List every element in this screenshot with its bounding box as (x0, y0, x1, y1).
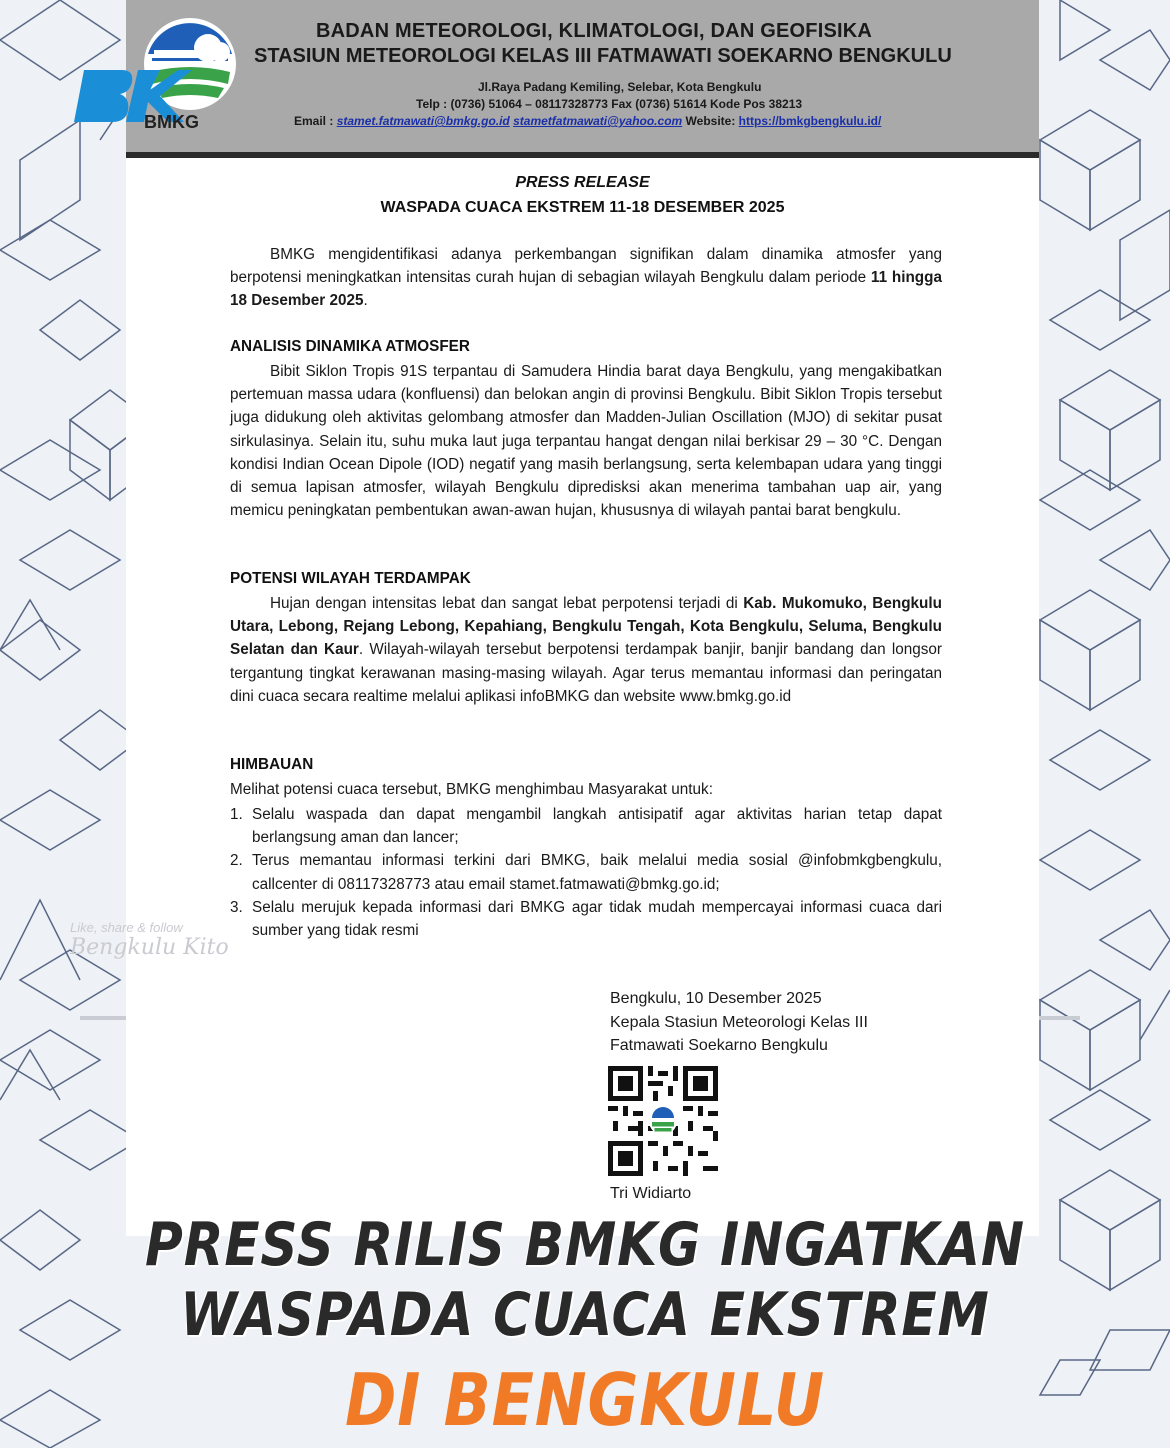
watermark-tagline: Like, share & follow (70, 920, 183, 935)
himbauan-list (230, 803, 942, 942)
signature-position-2: Fatmawati Soekarno Bengkulu (610, 1037, 828, 1054)
phone-line: Telp : (0736) 51064 – 08117328773 Fax (0736) 51614 Kode Pos 38213 (416, 97, 803, 111)
intro-period: 11 hingga 18 Desember 2025 (230, 269, 942, 310)
potensi-regions: Kab. Mukomuko, Bengkulu Utara, Lebong, Rejang Lebong, Kepahiang, Bengkulu Tengah, Kota Bengkulu, Seluma, Bengkulu Selatan dan Kaur (230, 595, 942, 659)
email-label: Email : (294, 114, 334, 128)
list-item: 1. Selalu waspada dan dapat mengambil langkah antisipatif agar aktivitas harian tetap dapat berlangsung aman dan lancer; (230, 806, 942, 847)
list-item: 3. Selalu merujuk kepada informasi dari BMKG agar tidak mudah mempercayai informasi cuaca dari sumber yang tidak resmi (230, 898, 942, 940)
potensi-text: Hujan dengan intensitas lebat dan sangat lebat perpotensi terjadi di (270, 595, 744, 612)
qr-code-icon (608, 1066, 718, 1176)
station-name: STASIUN METEOROLOGI KELAS III FATMAWATI SOEKARNO BENGKULU (254, 45, 952, 67)
himbauan-heading: HIMBAUAN (230, 756, 314, 773)
email-link-1[interactable]: stamet.fatmawati@bmkg.go.id (336, 114, 510, 128)
bmkg-logo-text: BMKG (144, 112, 199, 132)
press-release-label: PRESS RELEASE (515, 174, 650, 191)
agency-name: BADAN METEOROLOGI, KLIMATOLOGI, DAN GEOFISIKA (316, 20, 873, 42)
letterhead (126, 0, 1039, 158)
contact-line (294, 114, 881, 128)
intro-paragraph (230, 243, 942, 313)
address: Jl.Raya Padang Kemiling, Selebar, Kota Bengkulu (478, 80, 762, 94)
bengkulu-kito-watermark (70, 920, 229, 960)
website-link[interactable]: https://bmkgbengkulu.id/ (738, 114, 882, 128)
headline-line-1: PRESS RILIS BMKG INGATKAN (145, 1210, 1025, 1280)
analisis-paragraph: Bibit Siklon Tropis 91S terpantau di Samudera Hindia barat daya Bengkulu, yang mengakibatkan pertemuan massa udara (konfluensi) dan belokan angin di provinsi Bengkulu. Bibit Siklon Tropis tersebut juga didukung oleh aktivitas gelombang atmosfer dan Madden-Julian Oscillation (MJO) di sekitar pusat sirkulasinya. Selain itu, suhu muka laut juga terpantau hangat dengan nilai berkisar 29 – 30 °C. Dengan kondisi Indian Ocean Dipole (IOD) negatif yang masih berlangsung, serta kelembapan udara yang tinggi di semua lapisan atmosfer, wilayah Bengkulu dipredisksi akan menerima tambahan uap air, yang memicu peningkatan pembentukan awan-awan hujan, khususnya di wilayah pantai barat bengkulu. (230, 363, 942, 520)
potensi-heading: POTENSI WILAYAH TERDAMPAK (230, 570, 471, 587)
email-link-2[interactable]: stametfatmawati@yahoo.com (513, 114, 683, 128)
analisis-heading: ANALISIS DINAMIKA ATMOSFER (230, 338, 470, 355)
website-label: Website: (685, 114, 736, 128)
potensi-text-end: . Wilayah-wilayah tersebut berpotensi terdampak banjir, banjir bandang dan longsor tergantung tingkat kerawanan masing-masing wilayah. Agar terus memantau informasi dan peringatan dini cuaca secara realtime melalui aplikasi infoBMKG dan website www.bmkg.go.id (230, 641, 942, 705)
intro-text: BMKG mengidentifikasi adanya perkembangan signifikan dalam dinamika atmosfer yang berpotensi meningkatkan intensitas curah hujan di sebagian wilayah Bengkulu dalam periode (230, 246, 942, 287)
list-item: 2. Terus memantau informasi terkini dari BMKG, baik melalui media sosial @infobmkgbengkulu, callcenter di 08117328773 atau email stamet.fatmawati@bmkg.go.id; (230, 852, 942, 893)
intro-end: . (363, 292, 368, 310)
press-release-document (126, 0, 1039, 1236)
headline-line-2: WASPADA CUACA EKSTREM (180, 1280, 990, 1350)
signature-place-date: Bengkulu, 10 Desember 2025 (610, 990, 822, 1007)
signature-position-1: Kepala Stasiun Meteorologi Kelas III (610, 1014, 868, 1031)
headline-line-3: DI BENGKULU (344, 1358, 825, 1442)
press-release-title: WASPADA CUACA EKSTREM 11-18 DESEMBER 2025 (380, 199, 785, 216)
himbauan-intro: Melihat potensi cuaca tersebut, BMKG menghimbau Masyarakat untuk: (230, 781, 713, 798)
potensi-paragraph (230, 592, 942, 708)
signature-name: Tri Widiarto (610, 1185, 692, 1202)
watermark-brand: Bengkulu Kito (70, 935, 229, 960)
